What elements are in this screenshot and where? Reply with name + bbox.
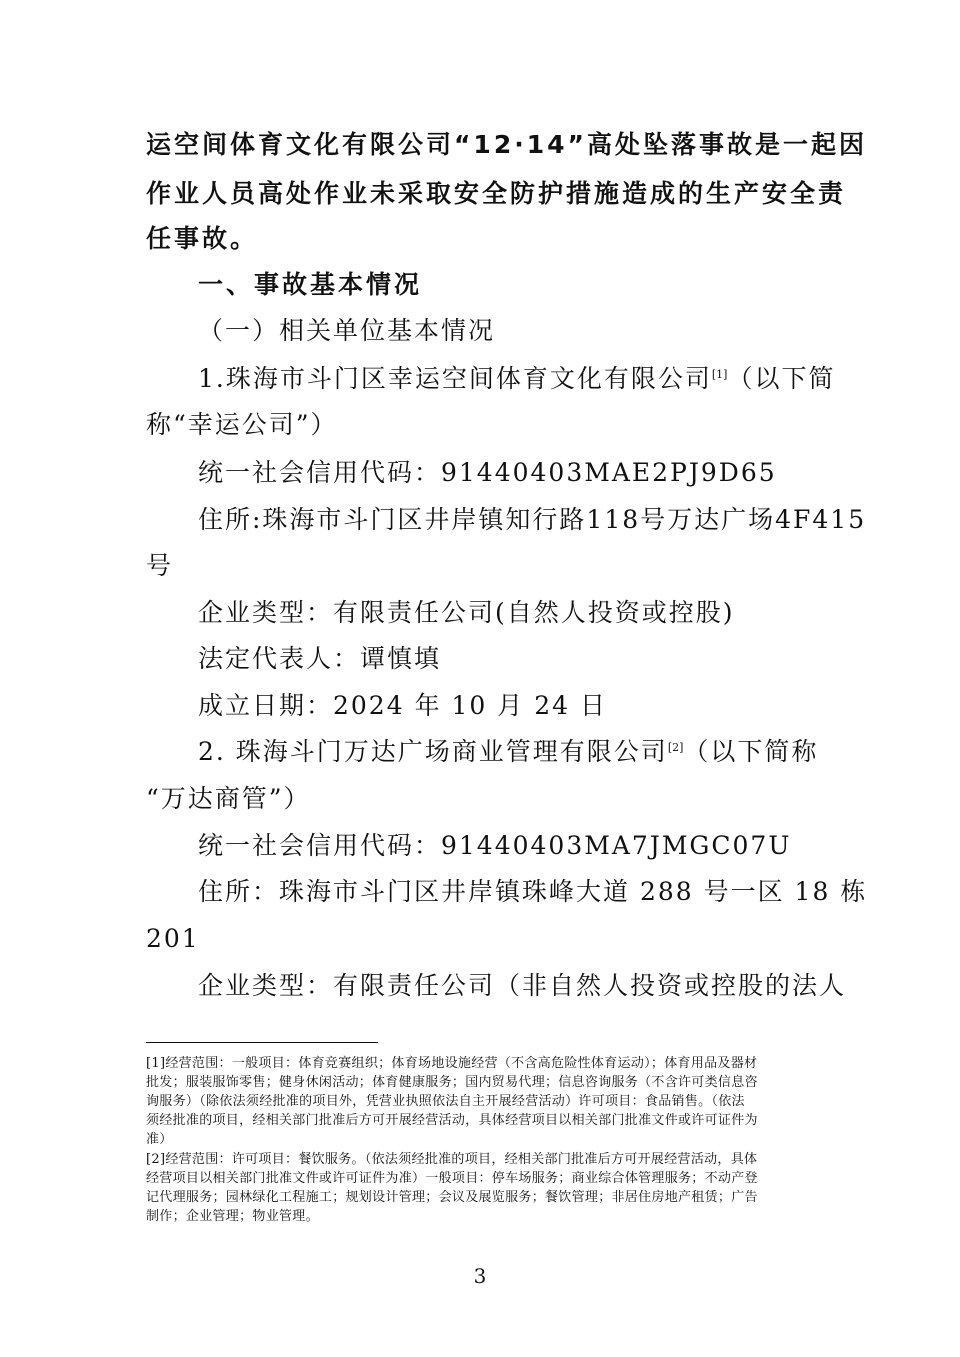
company1-name-line	[198, 362, 836, 396]
company1-name-line2: 称“幸运公司”）	[146, 410, 338, 439]
company1-name-prefix: 1.珠海市斗门区幸运空间体育文化有限公司	[198, 364, 712, 393]
footnote-ref-1[interactable]: [1]	[711, 368, 728, 381]
footnote-1-line-5: 准）	[146, 1132, 173, 1147]
footnote-separator	[146, 1042, 378, 1043]
company1-established: 成立日期：2024 年 10 月 24 日	[198, 691, 607, 720]
intro-line-2: 作业人员高处作业未采取安全防护措施造成的生产安全责	[146, 179, 847, 208]
company2-name-prefix: 2. 珠海斗门万达广场商业管理有限公司	[198, 737, 668, 766]
intro-line-3: 任事故。	[146, 224, 259, 253]
company1-credit-code: 统一社会信用代码：91440403MAE2PJ9D65	[198, 458, 777, 487]
company2-type: 企业类型：有限责任公司（非自然人投资或控股的法人	[198, 971, 847, 1000]
subsection-heading: （一）相关单位基本情况	[198, 316, 496, 345]
page-number: 3	[473, 1264, 487, 1288]
company2-name-suffix: （以下简称	[683, 737, 819, 766]
company1-name-suffix: （以下简	[727, 364, 836, 393]
footnote-2-line-1: [2]经营范围：许可项目：餐饮服务。（依法须经批准的项目，经相关部门批准后方可开展经营活动，具体	[146, 1152, 758, 1167]
company2-credit-code: 统一社会信用代码：91440403MA7JMGC07U	[198, 831, 792, 860]
footnote-2-line-4: 制作；企业管理；物业管理。	[146, 1209, 319, 1224]
footnote-1-line-3: 询服务）（除依法须经批准的项目外，凭营业执照依法自主开展经营活动）许可项目：食品销售。（依法	[146, 1094, 745, 1109]
company2-address-line2: 201	[146, 924, 200, 953]
company1-legal-rep: 法定代表人：谭慎填	[198, 644, 442, 673]
company1-type: 企业类型：有限责任公司(自然人投资或控股)	[198, 598, 735, 627]
company1-address-line2: 号	[146, 551, 174, 580]
company2-name-line	[198, 735, 819, 769]
company2-name-line2: “万达商管”）	[146, 784, 311, 813]
intro-line-1: 运空间体育文化有限公司“12·14”高处坠落事故是一起因	[146, 130, 867, 159]
footnote-2-line-3: 记代理服务；园林绿化工程施工；规划设计管理；会议及展览服务；餐饮管理；非居住房地产租赁；广告	[146, 1190, 758, 1205]
footnote-2-line-2: 经营项目以相关部门批准文件或许可证件为准）一般项目：停车场服务；商业综合体管理服务；不动产登	[146, 1171, 758, 1186]
footnote-1-line-1: [1]经营范围：一般项目：体育竞赛组织；体育场地设施经营（不含高危险性体育运动）；体育用品及器材	[146, 1056, 758, 1071]
footnote-1-line-4: 须经批准的项目，经相关部门批准后方可开展经营活动，具体经营项目以相关部门批准文件或许可证件为	[146, 1113, 758, 1128]
footnote-ref-2[interactable]: [2]	[667, 741, 684, 754]
footnote-1-line-2: 批发；服装服饰零售；健身休闲活动；体育健康服务；国内贸易代理；信息咨询服务（不含许可类信息咨	[146, 1075, 758, 1090]
section-heading: 一、事故基本情况	[198, 270, 423, 299]
company2-address-line1: 住所：珠海市斗门区井岸镇珠峰大道 288 号一区 18 栋	[198, 877, 868, 906]
company1-address-line1: 住所:珠海市斗门区井岸镇知行路118号万达广场4F415	[198, 505, 867, 534]
